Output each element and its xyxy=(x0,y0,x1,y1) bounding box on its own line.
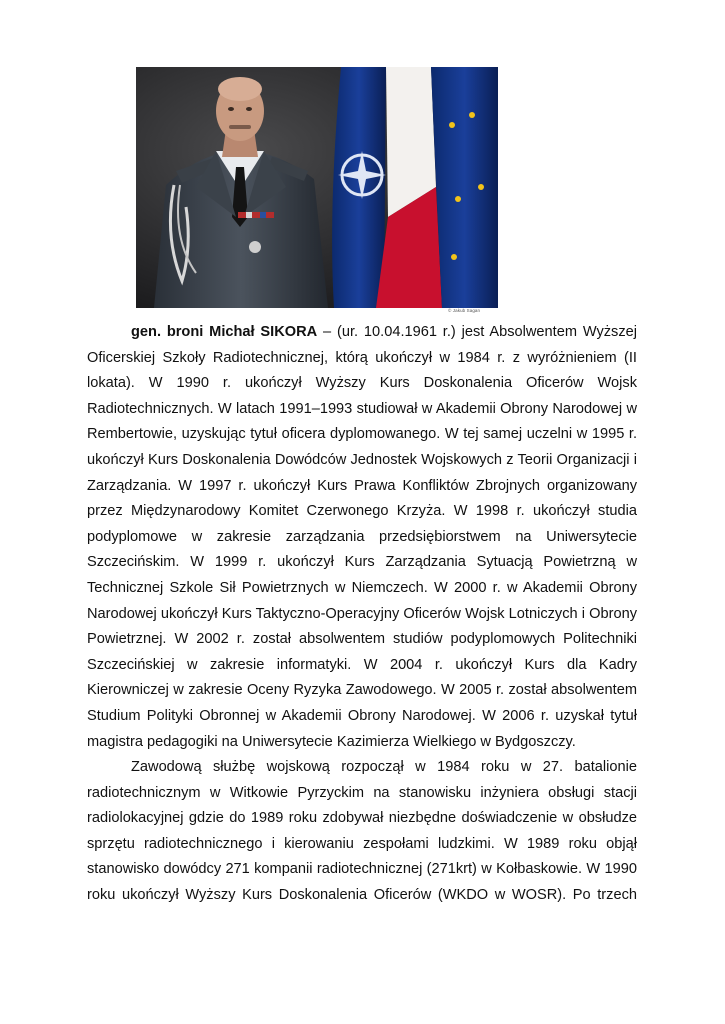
portrait-photo xyxy=(136,67,498,308)
paragraph-biography xyxy=(87,320,637,755)
article-body xyxy=(87,320,637,909)
general-name: gen. broni Michał SIKORA xyxy=(131,324,318,340)
photo-credit: © Jakub Sagan xyxy=(448,308,481,313)
paragraph-career: Zawodową służbę wojskową rozpoczął w 1984 roku w 27. batalionie radiotechnicznym w Witkowie Pyrzyckim na stanowisku inżyniera obsługi stacji radiolokacyjnej gdzie do 1989 roku zdobywał niezbędne doświadczenie w obsłudze sprzętu radiotechnicznego i kierowaniu zespołami ludzkimi. W 1989 roku objął stanowisko dowódcy 271 kompanii radiotechnicznej (271krt) w Kołbaskowie. W 1990 roku ukończył Wyższy Kurs Doskonalenia Oficerów (WKDO w WOSR). Po trzech xyxy=(87,759,637,904)
paragraph-1-text: – (ur. 10.04.1961 r.) jest Absolwentem Wyższej Oficerskiej Szkoły Radiotechnicznej, którą ukończył w 1984 r. z wyróżnieniem (II lokata). W 1990 r. ukończył Wyższy Kurs Doskonalenia Oficerów Wojsk Radiotechnicznych. W latach 1991–1993 studiował w Akademii Obrony Narodowej w Rembertowie, uzyskując tytuł oficera dyplomowanego. W tej samej uczelni w 1995 r. ukończył Kurs Doskonalenia Dowódców Jednostek Wojskowych z Teorii Organizacji i Zarządzania. W 1997 r. ukończył Kurs Prawa Konfliktów Zbrojnych organizowany przez Międzynarodowy Komitet Czerwonego Krzyża. W 1998 r. ukończył studia podyplomowe w zakresie zarządzania przedsiębiorstwem na Uniwersytecie Szczecińskim. W 1999 r. ukończył Kurs Zarządzania Sytuacją Powietrzną w Technicznej Szkole Sił Powietrznych w Niemczech. W 2000 r. w Akademii Obrony Narodowej ukończył Kurs Taktyczno-Operacyjny Oficerów Wojsk Lotniczych i Obrony Powietrznej. W 2002 r. został absolwentem studiów podyplomowych Politechniki Szczecińskiej w zakresie informatyki. W 2004 r. ukończył Kurs dla Kadry Kierowniczej w zakresie Oceny Ryzyka Zawodowego. W 2005 r. został absolwentem Studium Polityki Obronnej w Akademii Obrony Narodowej. W 2006 r. uzyskał tytuł magistra pedagogiki na Uniwersytecie Kazimierza Wielkiego w Bydgoszczy. xyxy=(87,324,638,750)
